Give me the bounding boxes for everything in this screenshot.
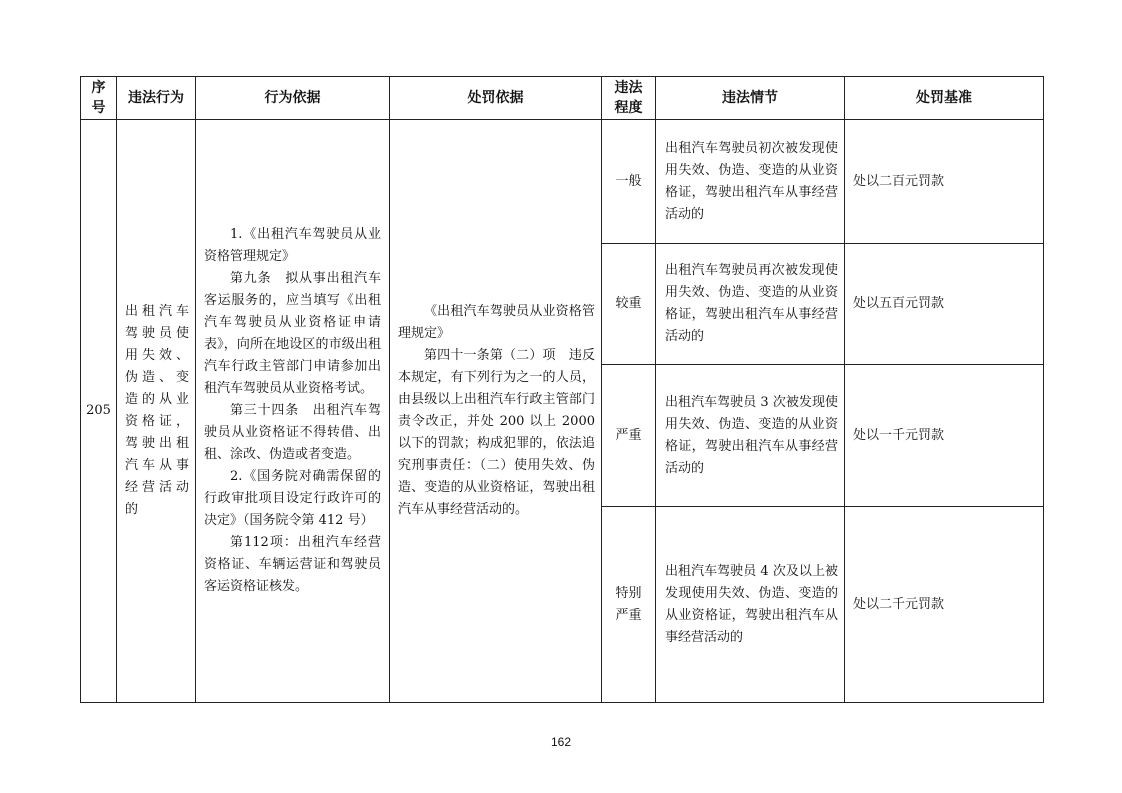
penalty-standard-cell: 处以一千元罚款 xyxy=(845,365,1044,507)
header-serial-number: 序号 xyxy=(81,77,117,120)
table-row xyxy=(81,120,1044,244)
degree-cell: 特别严重 xyxy=(602,507,656,703)
penalty-standard-cell: 处以二千元罚款 xyxy=(845,507,1044,703)
basis-paragraph: 1.《出租汽车驾驶员从业资格管理规定》 xyxy=(204,227,381,264)
circumstance-cell: 出租汽车驾驶员再次被发现使用失效、伪造、变造的从业资格证，驾驶出租汽车从事经营活动的 xyxy=(656,244,845,365)
degree-cell: 一般 xyxy=(602,120,656,244)
basis-paragraph: 2.《国务院对确需保留的行政审批项目设定行政许可的决定》（国务院令第 412 号） xyxy=(204,469,381,528)
circumstance-cell: 出租汽车驾驶员 3 次被发现使用失效、伪造、变造的从业资格证，驾驶出租汽车从事经营活动的 xyxy=(656,365,845,507)
serial-number-cell: 205 xyxy=(81,120,117,703)
violation-cell: 出租汽车驾驶员使用失效、伪造、变造的从业资格证，驾驶出租汽车从事经营活动的 xyxy=(117,120,196,703)
penalty-paragraph: 《出租汽车驾驶员从业资格管理规定》 xyxy=(398,304,595,341)
behavior-basis-cell xyxy=(196,120,390,703)
basis-paragraph: 第112项：出租汽车经营资格证、车辆运营证和驾驶员客运资格证核发。 xyxy=(204,535,381,594)
header-penalty-standard: 处罚基准 xyxy=(845,77,1044,120)
penalty-standard-cell: 处以二百元罚款 xyxy=(845,120,1044,244)
table-header-row xyxy=(81,77,1044,120)
penalty-standard-cell: 处以五百元罚款 xyxy=(845,244,1044,365)
degree-cell: 较重 xyxy=(602,244,656,365)
circumstance-cell: 出租汽车驾驶员 4 次及以上被发现使用失效、伪造、变造的从业资格证，驾驶出租汽车从事经营活动的 xyxy=(656,507,845,703)
header-penalty-basis: 处罚依据 xyxy=(390,77,602,120)
header-violation-degree: 违法程度 xyxy=(602,77,656,120)
penalty-paragraph: 第四十一条第（二）项 违反本规定，有下列行为之一的人员，由县级以上出租汽车行政主管部门责令改正，并处 200 以上 2000 以下的罚款；构成犯罪的，依法追究刑事责任：（二）使用失效、伪造、变造的从业资格证，驾驶出租汽车从事经营活动的。 xyxy=(398,348,595,517)
header-violation-circumstance: 违法情节 xyxy=(656,77,845,120)
degree-cell: 严重 xyxy=(602,365,656,507)
penalty-basis-cell xyxy=(390,120,602,703)
basis-paragraph: 第九条 拟从事出租汽车客运服务的，应当填写《出租汽车驾驶员从业资格证申请表》，向所在地设区的市级出租汽车行政主管部门申请参加出租汽车驾驶员从业资格考试。 xyxy=(204,271,381,396)
page-number: 162 xyxy=(550,735,572,749)
header-behavior-basis: 行为依据 xyxy=(196,77,390,120)
header-violation: 违法行为 xyxy=(117,77,196,120)
penalty-standard-table xyxy=(80,76,1044,703)
basis-paragraph: 第三十四条 出租汽车驾驶员从业资格证不得转借、出租、涂改、伪造或者变造。 xyxy=(204,403,381,462)
circumstance-cell: 出租汽车驾驶员初次被发现使用失效、伪造、变造的从业资格证，驾驶出租汽车从事经营活动的 xyxy=(656,120,845,244)
